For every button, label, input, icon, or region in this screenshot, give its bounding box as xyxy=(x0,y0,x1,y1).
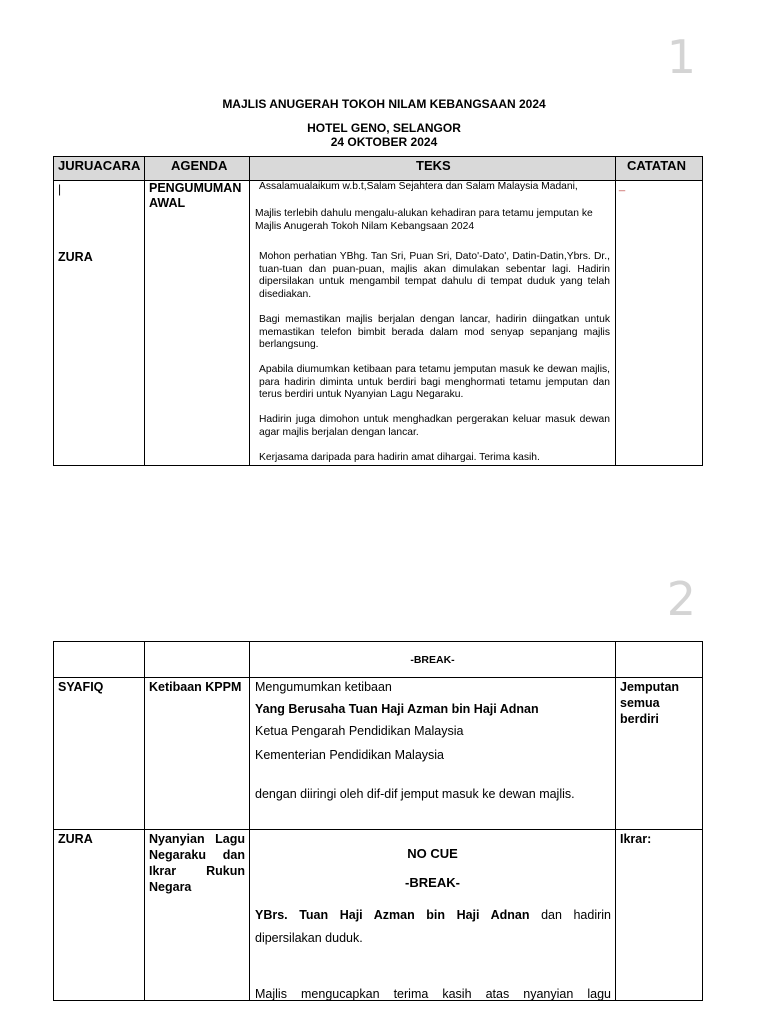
cursor-mark: | xyxy=(58,182,62,196)
guest-name: Yang Berusaha Tuan Haji Azman bin Haji Adnan xyxy=(255,702,539,716)
page-number: 1 xyxy=(666,30,696,84)
text-line: Ketua Pengarah Pendidikan Malaysia xyxy=(255,724,464,738)
text-line: Kementerian Pendidikan Malaysia xyxy=(255,748,444,762)
program-table-1 xyxy=(53,156,703,466)
text-line: Majlis mengucapkan terima kasih atas nyanyian lagu xyxy=(255,987,611,1001)
break-label: -BREAK- xyxy=(405,875,460,890)
page-number: 2 xyxy=(666,572,696,626)
note-text: Ikrar: xyxy=(620,832,652,846)
text-paragraph: Kerjasama daripada para hadirin amat dihargai. Terima kasih. xyxy=(259,452,540,463)
agenda-item: PENGUMUMAN AWAL xyxy=(149,181,242,210)
column-header-catatan: CATATAN xyxy=(627,158,686,173)
agenda-item: Ketibaan KPPM xyxy=(149,680,242,694)
emcee-name: SYAFIQ xyxy=(58,680,104,694)
text-line: Mengumumkan ketibaan xyxy=(255,680,392,694)
column-header-teks: TEKS xyxy=(416,158,451,173)
break-label: -BREAK- xyxy=(410,654,455,666)
text-line: dengan diiringi oleh dif-dif jemput masuk ke dewan majlis. xyxy=(255,787,575,801)
text-paragraph xyxy=(255,904,611,950)
text-line: dan hadirin dipersilakan duduk. xyxy=(255,908,612,945)
table-header-row xyxy=(54,157,702,181)
document-venue: HOTEL GENO, SELANGOR xyxy=(307,121,461,135)
program-table-2 xyxy=(53,641,703,1001)
text-paragraph: Apabila diumumkan ketibaan para tetamu jemputan masuk ke dewan majlis, para hadirin diminta untuk berdiri bagi menghormati tetamu jemputan dan terus berdiri untuk Nyanyian Lagu Negaraku. xyxy=(259,364,610,400)
text-paragraph: Bagi memastikan majlis berjalan dengan lancar, hadirin diingatkan untuk memastikan telefon bimbit berada dalam mod senyap sepanjang majlis berlangsung. xyxy=(259,314,610,350)
document-title: MAJLIS ANUGERAH TOKOH NILAM KEBANGSAAN 2024 xyxy=(222,97,546,111)
column-header-agenda: AGENDA xyxy=(171,158,228,173)
column-header-juruacara: JURUACARA xyxy=(58,158,141,173)
document-date: 24 OKTOBER 2024 xyxy=(330,135,438,149)
text-paragraph: Hadirin juga dimohon untuk menghadkan pergerakan keluar masuk dewan agar majlis berjalan dengan lancar. xyxy=(259,414,610,438)
agenda-item: Nyanyian Lagu Negaraku dan Ikrar Rukun Negara xyxy=(149,832,245,894)
emcee-name: ZURA xyxy=(58,250,93,264)
note-text: Jemputan semua berdiri xyxy=(620,680,680,726)
cue-label: NO CUE xyxy=(407,846,458,861)
note-mark: _ xyxy=(619,180,626,192)
text-paragraph: Mohon perhatian YBhg. Tan Sri, Puan Sri, Dato'-Dato', Datin-Datin,Ybrs. Dr., tuan-tuan dan puan-puan, majlis akan dimulakan sebentar lagi. Hadirin dipersilakan untuk mengambil tempat dahulu di tempat duduk yang telah disediakan. xyxy=(259,251,610,300)
guest-name: YBrs. Tuan Haji Azman bin Haji Adnan xyxy=(255,908,530,922)
text-paragraph: Assalamualaikum w.b.t,Salam Sejahtera dan Salam Malaysia Madani, xyxy=(259,181,578,192)
text-paragraph: Majlis terlebih dahulu mengalu-alukan kehadiran para tetamu jemputan ke Majlis Anugerah Tokoh Nilam Kebangsaan 2024 xyxy=(255,208,593,232)
emcee-name: ZURA xyxy=(58,832,93,846)
